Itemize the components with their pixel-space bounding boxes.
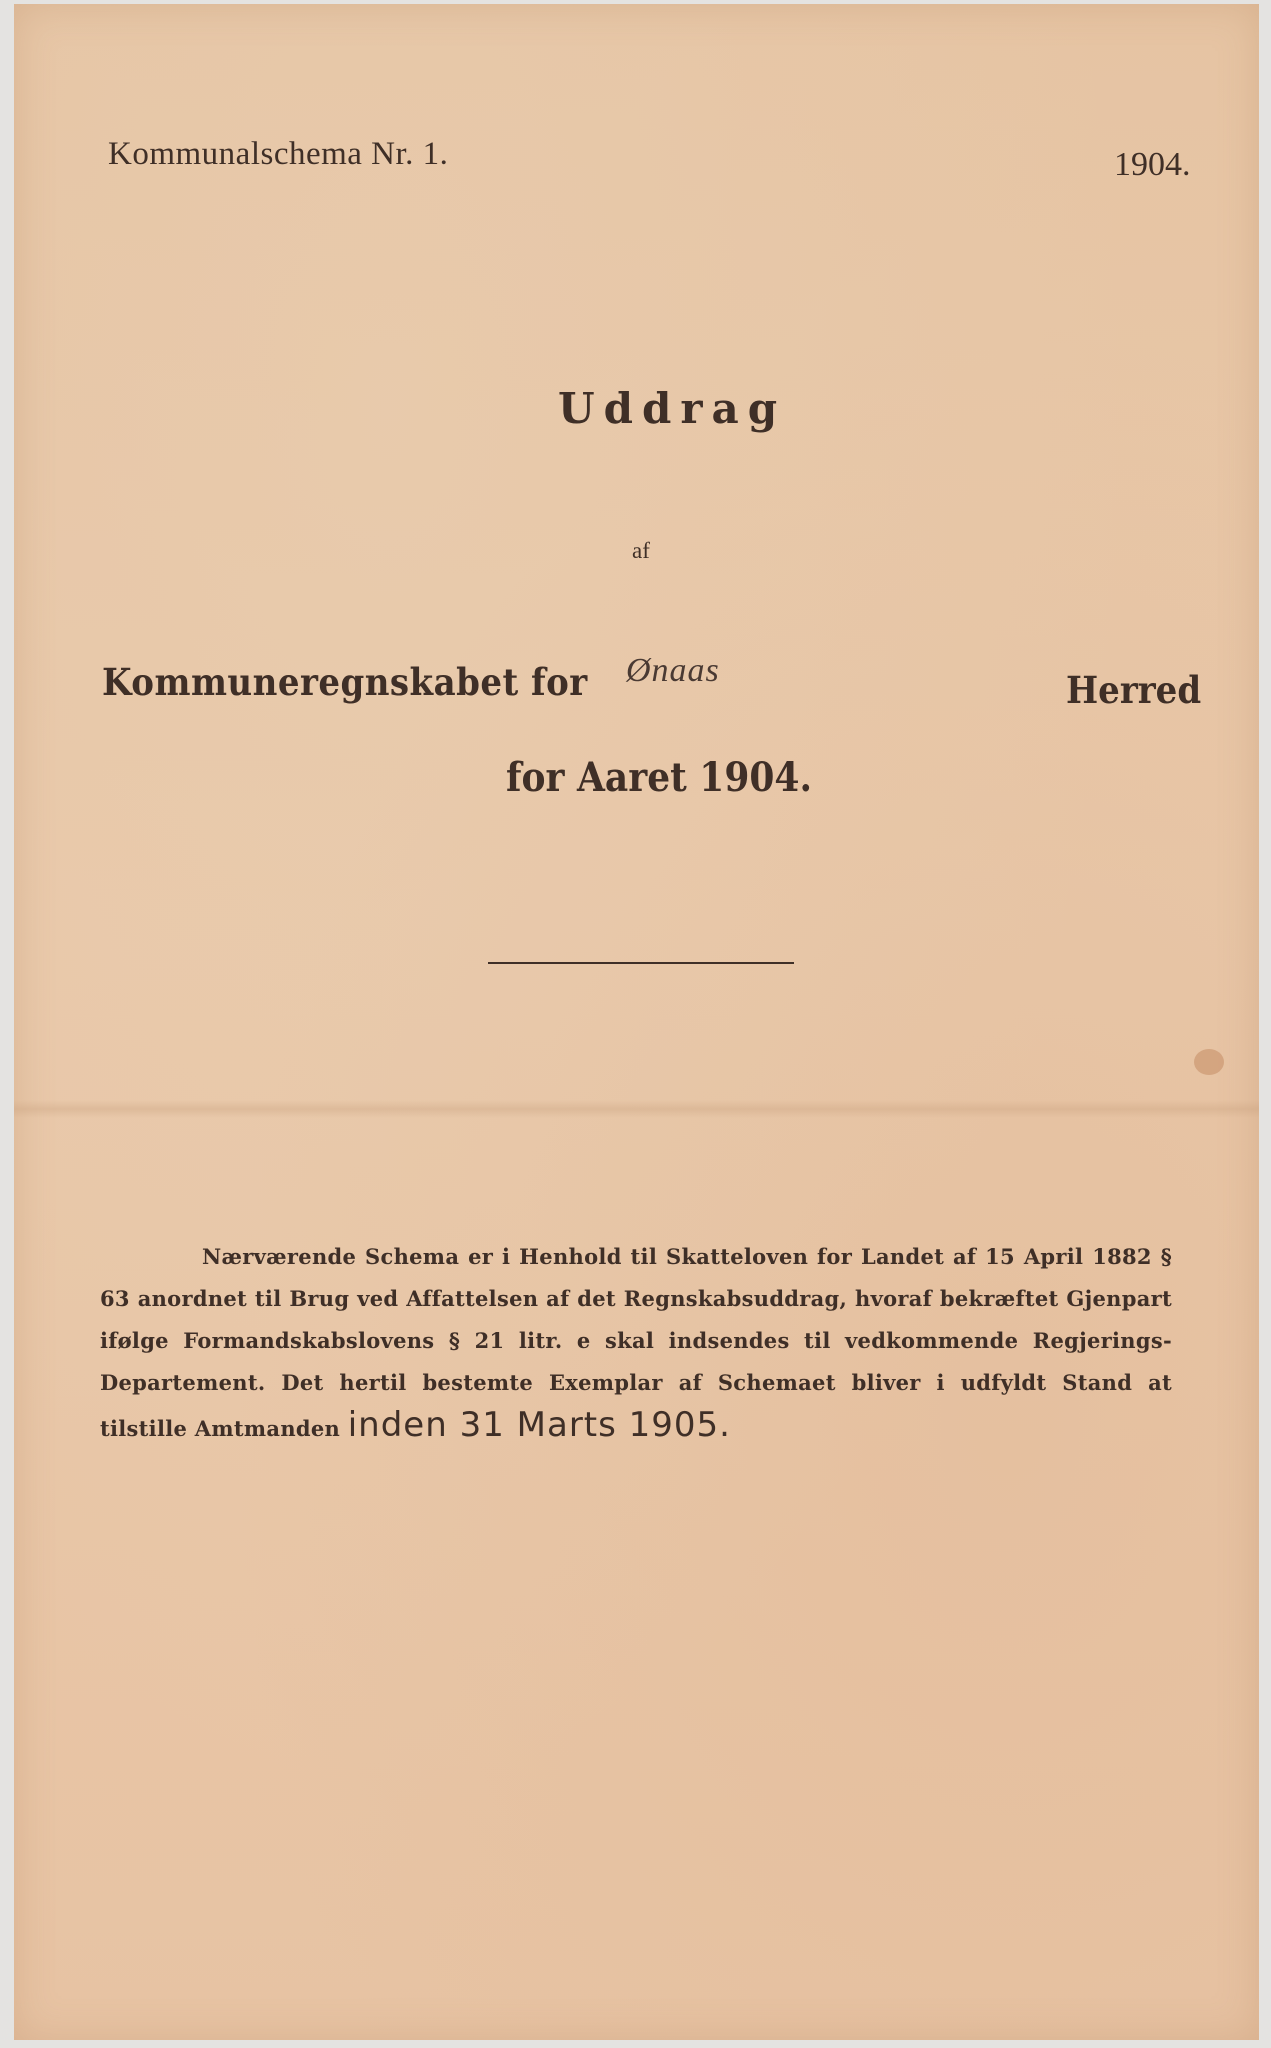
title-divider (488, 962, 794, 964)
regnskab-label: Kommuneregnskabet for (102, 660, 588, 704)
instruction-text: Nærværende Schema er i Henhold til Skatteloven for Landet af 15 April 1882 § 63 anordnet til Brug ved Affattelsen af det Regnskabsuddrag, hvoraf bekræftet Gjenpart ifølge Formandskabslovens § 21 litr. e skal indsendes til vedkommende Regjerings-Departement. Det hertil bestemte Exemplar af Schemaet bliver i udfyldt Stand at tilstille Amtmanden (100, 1244, 1172, 1441)
instruction-paragraph (100, 1236, 1172, 1450)
paper-stain (1194, 1049, 1224, 1075)
herred-label: Herred (1066, 668, 1202, 712)
deadline-text: inden 31 Marts 1905. (347, 1405, 731, 1445)
schema-number-label: Kommunalschema Nr. 1. (108, 136, 449, 172)
fiscal-year-line: for Aaret 1904. (506, 754, 813, 801)
document-title: Uddrag (558, 384, 787, 433)
paper-fold-line (14, 1100, 1259, 1118)
municipality-handwritten: Ønaas (626, 652, 720, 689)
form-year: 1904. (1114, 146, 1191, 183)
document-sheet (14, 4, 1259, 2040)
title-connector: af (632, 538, 650, 563)
